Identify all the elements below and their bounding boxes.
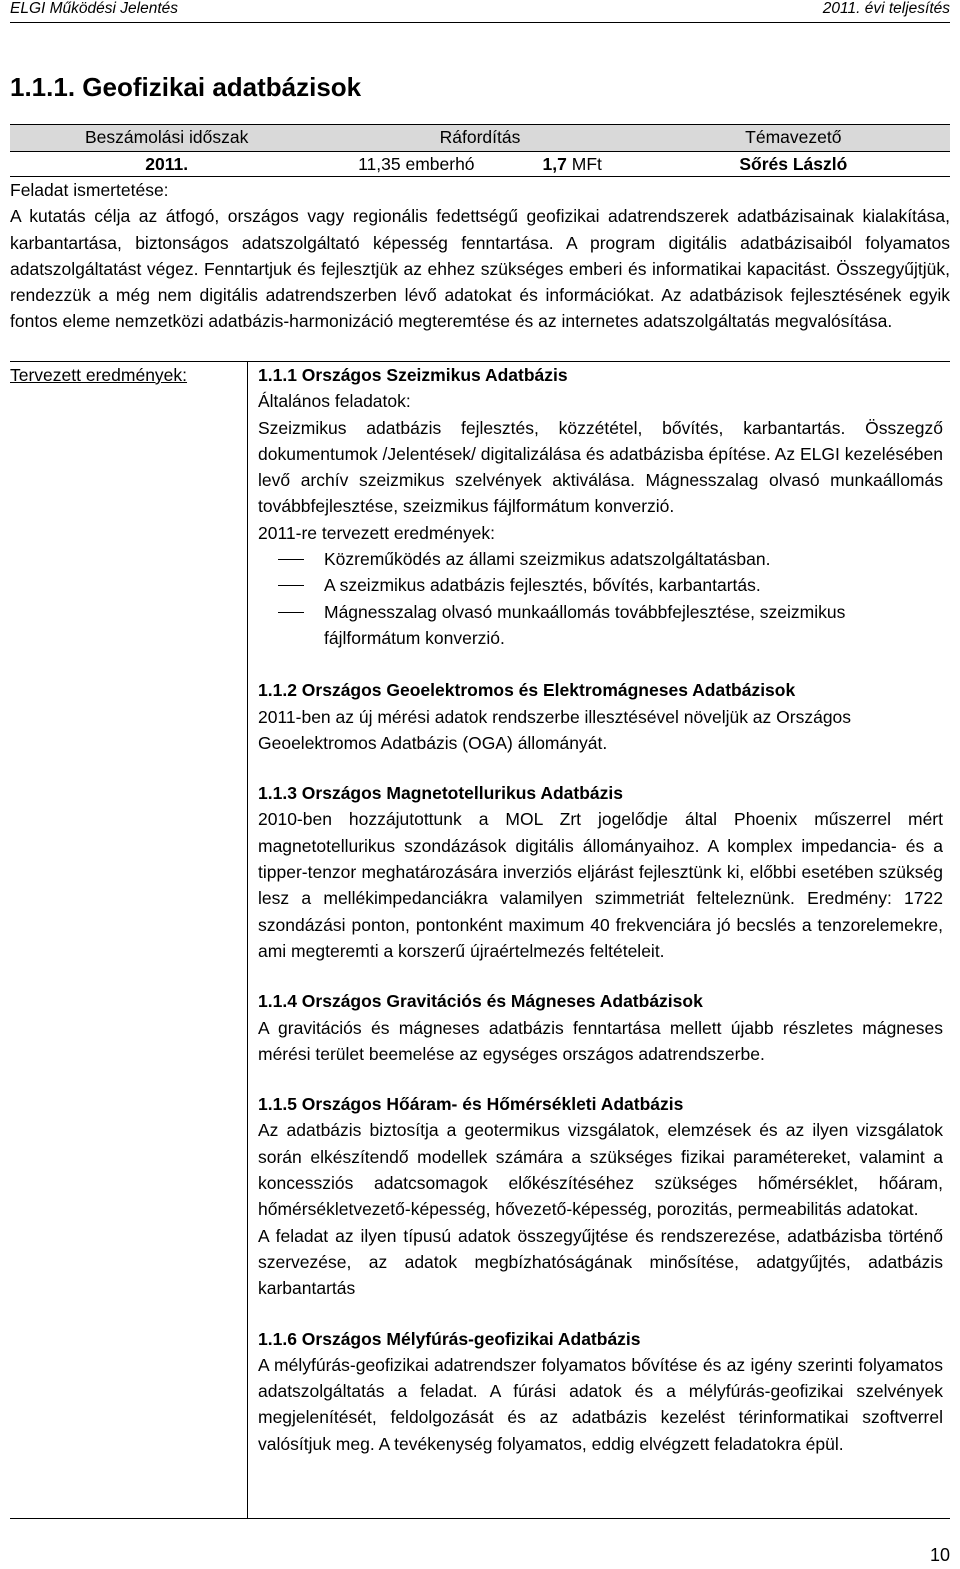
task-text: A kutatás célja az átfogó, országos vagy regionális fedettségű geofizikai adatrendszerek adatbázisainak kialakítása, karbantartása, biztonságos adatszolgáltató képesség fenntartása. A program digitális adatbázisaiból folyamatos adatszolgáltatást végez. Fenntartjuk és fejlesztjük az ehhez szükséges emberi és informatikai kapacitást. Összegyűjtjük, rendezzük a még nem digitális adatrendszerben lévő adatokat és információkat. Az adatbázisok fejlesztésének egyik fontos eleme nemzetközi adatbázis-harmonizáció megteremtése és az internetes adatszolgáltatás megvalósítása.	[10, 206, 950, 332]
list-item: Mágnesszalag olvasó munkaállomás továbbfejlesztése, szeizmikus fájlformátum konverzió.	[258, 599, 943, 652]
task-label: Feladat ismertetése:	[10, 180, 169, 200]
section-seismic-planned-label: 2011-re tervezett eredmények:	[258, 522, 496, 543]
section-welllog	[258, 1326, 943, 1457]
section-heatflow-text1: Az adatbázis biztosítja a geotermikus vizsgálatok, elemzések és az ilyen vizsgálatok során elkészítendő modellek számára a szükséges fizikai paramétereket, valamint a koncessziós adatcsomagok előkészítéséhez szükséges hőmérséklet, hőáram, hőmérsékletvezető-képesség, hővezető-képesség, porozitás, permeabilitás adatokat.	[258, 1120, 943, 1220]
section-seismic-subtitle: Általános feladatok:	[258, 391, 411, 412]
report-table-header	[10, 124, 950, 152]
planned-results-label-cell	[10, 362, 248, 1518]
section-seismic	[258, 362, 943, 651]
cost-unit: MFt	[566, 154, 602, 174]
section-magnetotelluric-title: 1.1.3 Országos Magnetotellurikus Adatbázis	[258, 783, 624, 804]
section-gravity-text: A gravitációs és mágneses adatbázis fenntartása mellett újabb részletes mágneses mérési terület beemelése az egységes országos adatrendszerbe.	[258, 1017, 943, 1064]
period-cell	[10, 152, 323, 176]
col-header-leader: Témavezető	[745, 127, 842, 147]
section-magnetotelluric	[258, 780, 943, 964]
task-description	[10, 176, 950, 362]
planned-results-body	[258, 362, 943, 1481]
col-header-cost: Ráfordítás	[439, 127, 521, 147]
section-heatflow-title: 1.1.5 Országos Hőáram- és Hőmérsékleti Adatbázis	[258, 1094, 684, 1115]
section-seismic-title: 1.1.1 Országos Szeizmikus Adatbázis	[258, 365, 568, 385]
section-title: 1.1.1. Geofizikai adatbázisok	[10, 72, 362, 102]
section-gravity	[258, 988, 943, 1067]
effort-value: 11,35	[358, 154, 401, 174]
planned-results-label: Tervezett eredmények:	[10, 365, 188, 385]
section-seismic-list	[258, 546, 943, 651]
section-geoelectric-title: 1.1.2 Országos Geoelektromos és Elektromágneses Adatbázisok	[258, 680, 796, 701]
page-number: 10	[929, 1545, 950, 1565]
section-geoelectric	[258, 677, 943, 756]
effort-unit: emberhó	[400, 154, 475, 174]
cost-value: 1,7	[542, 154, 567, 174]
page-header	[10, 0, 950, 23]
cost-cell	[323, 152, 636, 176]
section-heatflow	[258, 1091, 943, 1301]
list-item: Közreműködés az állami szeizmikus adatszolgáltatásban.	[258, 546, 943, 572]
leader-cell	[637, 152, 950, 176]
header-left-text: ELGI Működési Jelentés	[10, 0, 179, 17]
header-right-text: 2011. évi teljesítés	[822, 0, 950, 17]
section-geoelectric-text: 2011-ben az új mérési adatok rendszerbe illesztésével növeljük az Országos Geoelektromos Adatbázis (OGA) állományát.	[258, 706, 852, 753]
section-welllog-title: 1.1.6 Országos Mélyfúrás-geofizikai Adatbázis	[258, 1328, 641, 1349]
planned-results	[10, 362, 950, 1519]
section-heatflow-text2: A feladat az ilyen típusú adatok összegyűjtése és rendszerezése, adatbázisba történő szervezése, az adatok megbízhatóságának minősítése, adatgyűjtés, adatbázis karbantartás	[258, 1225, 943, 1299]
section-gravity-title: 1.1.4 Országos Gravitációs és Mágneses Adatbázisok	[258, 991, 703, 1012]
report-table-values	[10, 152, 950, 176]
period-value: 2011.	[145, 154, 189, 174]
section-seismic-text: Szeizmikus adatbázis fejlesztés, közzététel, bővítés, karbantartás. Összegző dokumentumok /Jelentések/ digitalizálása és adatbázisba építése. Az ELGI kezelésében levő archív szeizmikus szelvények aktiválása. Mágnesszalag olvasó munkaállomás továbbfejlesztése, szeizmikus fájlformátum konverzió.	[258, 417, 943, 517]
leader-name: Sőrés László	[739, 154, 848, 174]
section-welllog-text: A mélyfúrás-geofizikai adatrendszer folyamatos bővítése és az igény szerinti folyamatos adatszolgáltatás a feladat. A fúrási adatok és a mélyfúrás-geofizikai szelvények megjelenítését, feldolgozását és az adatbázis kezelést térinformatikai szoftverrel valósítjuk meg. A tevékenység folyamatos, eddig elvégzett feladatokra épül.	[258, 1354, 943, 1454]
section-magnetotelluric-text: 2010-ben hozzájutottunk a MOL Zrt jogelődje által Phoenix műszerrel mért magnetotellurikus szondázások digitális állományaihoz. A komplex impedancia- és a tipper-tenzor meghatározására inverziós eljárást fejlesztünk ki, előbbi esetében szükség lesz a mellékimpedanciákra valamilyen szimmetriát felteleznünk. Eredmény: 1722 szondázási ponton, pontonként maximum 40 frekvenciára jó becslés a tenzorelemekre, ami megteremti a korszerű újraértelmezés feltételeit.	[258, 809, 943, 961]
list-item: A szeizmikus adatbázis fejlesztés, bővítés, karbantartás.	[258, 572, 943, 598]
col-header-period: Beszámolási időszak	[84, 127, 249, 147]
